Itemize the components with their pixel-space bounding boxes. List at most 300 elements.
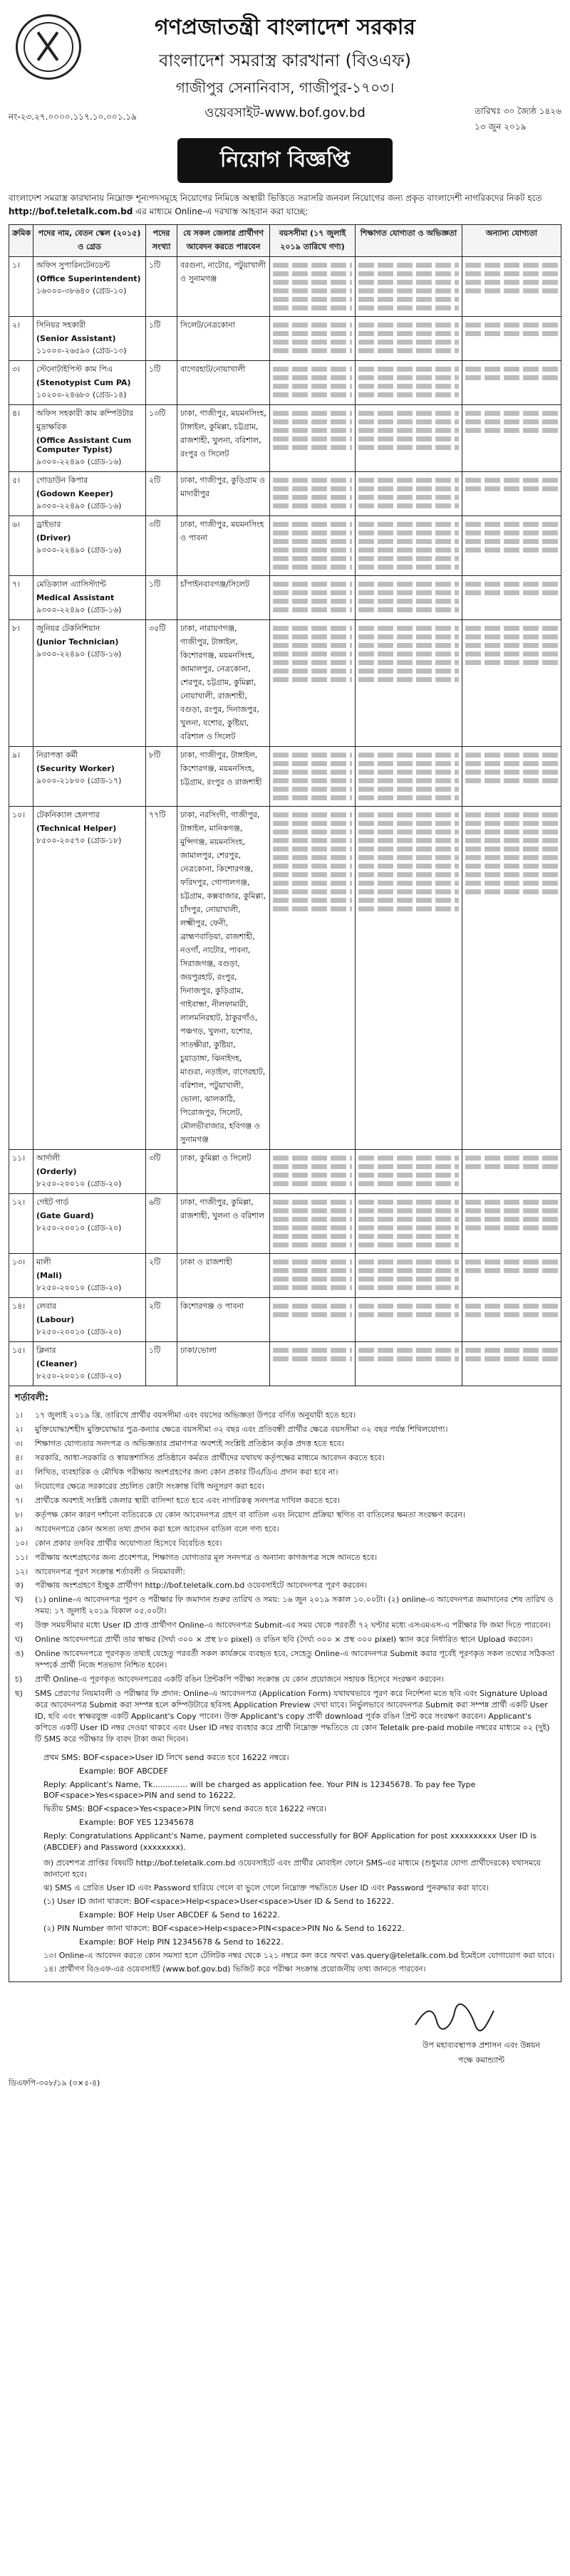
condition-number: ছ) [15,1688,23,1698]
unreadable-text-line [465,864,558,869]
table-row [9,361,561,405]
cell-other [462,257,561,317]
unreadable-text-line [465,1304,558,1309]
cell-post [33,472,146,516]
unreadable-text-line [358,634,459,639]
unreadable-text-line [273,288,352,293]
unreadable-text-line [273,838,352,843]
unreadable-text-line [358,331,459,336]
unreadable-text-line [273,906,352,911]
intro-tail: এর মাধ্যমে Online-এ দরখাস্ত আহবান করা যাচ্ছে: [135,206,309,217]
unreadable-text-line [273,753,352,758]
help-user-id-example: Example: BOF Help User ABCDEF & Send to 16222. [79,1910,281,1920]
condition-text: প্রার্থী Online-এ পূরণকৃত আবেদনপত্রের একটি রঙিন প্রিন্টকপি পরীক্ষা সংক্রান্ত যে কোন প্রয়োজনে সহায়ক হিসেবে সংরক্ষণ করবেন। [35,1675,444,1685]
cell-districts: ঢাকা, গাজীপুর, টাঙ্গাইল, কিশোরগঞ্জ, ময়মনসিংহ, চট্টগ্রাম, রংপুর ও রাজশাহী [177,747,270,807]
unreadable-text-line [273,1356,352,1361]
cell-districts: ঢাকা, গাজীপুর, কুমিল্লা, রাজশাহী, খুলনা ও বরিশাল [177,1194,270,1254]
condition-number: ৯। [15,1524,24,1534]
post-pay-scale: ৮২৫০-২০০১০ (গ্রেড-২০) [36,1327,122,1337]
cell-serial: ১২। [9,1194,33,1254]
condition-number: ১২। [15,1566,28,1576]
cell-education [356,405,462,472]
unreadable-text-line [358,1356,459,1361]
date-english: ১৩ জুন ২০১৯ [475,122,527,132]
condition-item [15,1688,555,1745]
cell-count: ১টি [146,576,177,620]
post-pay-scale: ১১০০০-২৬৫৯০ (গ্রেড-১৩) [36,346,127,356]
post-name-en: Medical Assistant [36,593,115,603]
unreadable-text-line [273,530,352,535]
unreadable-text-line [465,626,558,631]
unreadable-text-line [465,1348,558,1353]
reference-line [9,104,561,135]
unreadable-text-line [465,323,558,328]
unreadable-text-line [273,590,352,595]
unreadable-text-line [465,643,558,648]
condition-item [15,1509,555,1521]
help-pin-example: Example: BOF Help PIN 12345678 & Send to 16222. [79,1937,284,1947]
post-name-bn: আর্দালী [36,1153,61,1163]
table-row [9,1150,561,1194]
unreadable-text-line [273,445,352,450]
cell-districts: চাঁপাইনবাবগঞ্জ/সিলেট [177,576,270,620]
unreadable-text-line [358,753,459,758]
unreadable-text-line [465,590,558,595]
cell-districts: সিলেট/নেত্রকোনা [177,317,270,361]
unreadable-text-line [358,503,459,508]
post-name-en: (Labour) [36,1315,75,1325]
unreadable-text-line [358,428,459,433]
unreadable-text-line [465,280,558,285]
unreadable-text-line [273,1164,352,1169]
unreadable-text-line [358,1312,459,1317]
condition-text: SMS প্রেরণের নিয়মাবলী ও পরীক্ষার ফি প্রদান: Online-এ আবেদনপত্র (Application Form) যথাযথভাবে পূরণ করে নির্দেশনা মতে ছবি এবং Signature Upload করে আবেদনপত্র Submit করা সম্পন্ন হলে কম্পিউটারে ছবিসহ Application Preview দেখা যাবে। নির্ভুলভাবে আবেদনপত্র Submit করা সম্পন্ন প্রার্থী একটি User ID, ছবি এবং স্বাক্ষরযুক্ত একটি Applicant's Copy পাবেন। উক্ত Applicant's copy প্রার্থী download পূর্বক রঙিন প্রিন্ট করে সংরক্ষণ করবেন। Applicant's কপিতে একটি User ID নম্বর দেওয়া থাকবে এবং User ID নম্বর ব্যবহার করে প্রার্থী নিম্নোক্ত পদ্ধতিতে যে কোন Teletalk pre-paid mobile নম্বরের মাধ্যমে ০২ (দুই) টি SMS করে পরীক্ষার ফি বাবদ টাকা জমা দিবেন। [35,1688,550,1744]
cell-education [356,1254,462,1298]
cell-post [33,317,146,361]
unreadable-text-line [465,847,558,852]
cell-education [356,317,462,361]
cell-count: ৭৭টি [146,807,177,1150]
cell-education [356,516,462,576]
intro-text: বাংলাদেশ সমরাস্ত্র কারখানায় নিম্নোক্ত শূন্যপদসমূহে নিয়োগের নিমিত্তে অস্থায়ী ভিত্তিতে সরাসরি জনবল নিয়োগের জন্য প্রকৃত বাংলাদেশী নাগরিকদের নিকট হতে [9,193,542,203]
table-row [9,620,561,747]
condition-item [15,1648,555,1671]
unreadable-text-line [465,367,558,372]
condition-item [15,1538,555,1549]
unreadable-text-line [273,1348,352,1353]
condition-number: ৪। [15,1453,24,1463]
unreadable-text-line [465,1312,558,1317]
condition-number: ৫। [15,1467,24,1477]
unreadable-text-line [358,522,459,527]
cell-age [270,1254,356,1298]
post-pay-scale: ৯৩০০-২২৪৯০ (গ্রেড-১৬) [36,501,122,511]
unreadable-text-line [358,1173,459,1178]
post-pay-scale: ৮৫০০-২০৫৭০ (গ্রেড-১৮) [36,836,122,846]
post-pay-scale: ৯০০০-২১৮০০ (গ্রেড-১৭) [36,776,122,786]
unreadable-text-line [273,419,352,424]
apply-url-link[interactable]: http://bof.teletalk.com.bd [9,206,133,217]
cell-districts: বরগুনা, নাটোর, পটুয়াখালী ও সুনামগঞ্জ [177,257,270,317]
unreadable-text-line [358,539,459,544]
unreadable-text-line [358,419,459,424]
unreadable-text-line [273,1225,352,1230]
cell-age [270,576,356,620]
cell-education [356,576,462,620]
unreadable-text-line [273,340,352,345]
condition-number: গ) [15,1621,24,1630]
cell-age [270,620,356,747]
unreadable-text-line [358,855,459,860]
condition-number: ১১। [15,1552,28,1562]
unreadable-text-line [358,881,459,886]
unreadable-text-line [273,1156,352,1161]
condition-number: ৮। [15,1509,24,1519]
condition-number: ৬। [15,1481,24,1491]
cell-count: ১টি [146,361,177,405]
help-line-0: জ) প্রবেশপত্র প্রাপ্তির বিষয়টি http://bof.teletalk.com.bd ওয়েবসাইটে এবং প্রার্থীর মোবাইল ফোনে SMS-এর মাধ্যমে (শুধুমাত্র যোগ্য প্রার্থীদেরকে) যথাসময়ে জানানো হবে। [43,1858,542,1880]
post-pay-scale: ১০২০০-২৪৬৮০ (গ্রেড-১৪) [36,390,127,400]
unreadable-text-line [465,855,558,860]
cell-other [462,317,561,361]
unreadable-text-line [358,677,459,682]
table-row [9,405,561,472]
unreadable-text-line [358,411,459,416]
cell-post [33,807,146,1150]
col-header-education: শিক্ষাগত যোগ্যতা ও অভিজ্ঞতা [356,225,462,257]
unreadable-text-line [465,486,558,491]
unreadable-text-line [273,495,352,500]
post-name-en: (Driver) [36,533,71,543]
condition-number: ক) [15,1581,24,1591]
unreadable-text-line [465,872,558,877]
cell-age [270,257,356,317]
unreadable-text-line [358,1234,459,1239]
unreadable-text-line [273,881,352,886]
unreadable-text-line [273,872,352,877]
posts-table-header [9,225,561,257]
table-row [9,807,561,1150]
cell-serial: ৩। [9,361,33,405]
cell-age [270,1298,356,1342]
cell-other [462,1342,561,1386]
table-row [9,1298,561,1342]
memo-number: নং-২৩.২৭.০০০০.১১৭.১০.০০১.১৯ [9,112,137,122]
unreadable-text-line [273,829,352,834]
post-pay-scale: ৮২৫০-২০০১০ (গ্রেড-২০) [36,1283,122,1293]
unreadable-text-line [273,607,352,612]
post-name-en: (Cleaner) [36,1359,78,1369]
cell-other [462,472,561,516]
post-name-bn: গোডাউন কিপার [36,476,88,486]
unreadable-text-line [358,392,459,397]
cell-districts: ঢাকা ও রাজশাহী [177,1254,270,1298]
memo-dates [475,104,561,137]
condition-text: আবেদনপত্রে কোন অসত্য তথ্য প্রদান করা হলে আবেদন বাতিল বলে গণ্য হবে। [35,1524,279,1534]
unreadable-text-line [273,1181,352,1186]
unreadable-text-line [273,778,352,783]
document-footer [9,1989,561,2096]
cell-count: ৮টি [146,747,177,807]
unreadable-text-line [358,864,459,869]
condition-item [15,1424,555,1435]
unreadable-text-line [273,323,352,328]
sms-instructions [43,1752,555,1854]
unreadable-text-line [358,1217,459,1222]
unreadable-text-line [358,582,459,587]
cell-education [356,1194,462,1254]
unreadable-text-line [273,271,352,276]
cell-districts: বাগেরহাট/নোয়াখালী [177,361,270,405]
unreadable-text-line [465,753,558,758]
unreadable-text-line [358,847,459,852]
cell-other [462,1298,561,1342]
condition-number: ১। [15,1410,24,1420]
unreadable-text-line [358,660,459,665]
condition-number: ঘ) [15,1635,24,1645]
cell-education [356,1342,462,1386]
unreadable-text-line [358,1348,459,1353]
unreadable-text-line [358,565,459,570]
unreadable-text-line [273,331,352,336]
col-header-post: পদের নাম, বেতন স্কেল (২০১৫) ও গ্রেড [33,225,146,257]
post-name-en: (Orderly) [36,1167,77,1177]
post-name-bn: সিনিয়র সহকারী [36,320,86,330]
unreadable-text-line [465,271,558,276]
unreadable-text-line [358,599,459,604]
cell-post [33,1194,146,1254]
unreadable-text-line [273,660,352,665]
unreadable-text-line [273,787,352,792]
unreadable-text-line [273,1285,352,1290]
unreadable-text-line [273,669,352,674]
cell-districts: ঢাকা, নরসিংদী, গাজীপুর, টাঙ্গাইল, মানিকগঞ্জ, মুন্সিগঞ্জ, ময়মনসিংহ, জামালপুর, শেরপুর, নেত্রকোনা, কিশোরগঞ্জ, ফরিদপুর, গোপালগঞ্জ, চট্টগ্রাম, কক্সবাজার, কুমিল্লা, চাঁদপুর, নোয়াখালী, লক্ষ্মীপুর, ফেনী, ব্রাহ্মণবাড়িয়া, রাজশাহী, নওগাঁ, নাটোর, পাবনা, সিরাজগঞ্জ, বগুড়া, জয়পুরহাট, রংপুর, দিনাজপুর, কুড়িগ্রাম, গাইবান্ধা, নীলফামারী, লালমনিরহাট, ঠাকুরগাঁও, পঞ্চগড়, খুলনা, যশোর, সাতক্ষীরা, কুষ্টিয়া, চুয়াডাঙ্গা, ঝিনাইদহ, মাগুরা, নড়াইল, বাগেরহাট, বরিশাল, পটুয়াখালী, ভোলা, ঝালকাঠি, পিরোজপুর, সিলেট, মৌলভীবাজার, হবিগঞ্জ ও সুনামগঞ্জ [177,807,270,1150]
unreadable-text-line [358,478,459,483]
unreadable-text-line [273,1242,352,1247]
unreadable-text-line [465,761,558,766]
unreadable-text-line [273,651,352,656]
unreadable-text-line [465,582,558,587]
cell-other [462,361,561,405]
unreadable-text-line [465,838,558,843]
unreadable-text-line [358,761,459,766]
unreadable-text-line [358,530,459,535]
cell-count: ৬টি [146,1194,177,1254]
cell-serial: ১। [9,257,33,317]
unreadable-text-line [465,1217,558,1222]
post-name-bn: গেইট গার্ড [36,1198,69,1208]
help-line-1: ঝ) SMS এ প্রেরিত User ID এবং Password হারিয়ে গেলে বা ভুলে গেলে নিম্নোক্ত পদ্ধতিতে User ID এবং Password পুনরুদ্ধার করা যাবে। [43,1883,489,1893]
unreadable-text-line [358,812,459,817]
condition-item [15,1410,555,1421]
unreadable-text-line [358,872,459,877]
condition-number: খ) [15,1595,24,1605]
cell-other [462,1150,561,1194]
unreadable-text-line [273,411,352,416]
cell-count: ৩টি [146,1150,177,1194]
unreadable-text-line [358,1277,459,1282]
condition-number: ২। [15,1425,24,1435]
unreadable-text-line [465,829,558,834]
unreadable-text-line [465,263,558,268]
condition-text: আবেদনপত্র পূরণ সংক্রান্ত শর্তাবলী ও নিয়মাবলী: [35,1566,186,1576]
cell-districts: ঢাকা, গাজীপুর, ময়মনসিংহ ও পাবনা [177,516,270,576]
unreadable-text-line [358,1225,459,1230]
sms-reply-2: Reply: Congratulations Applicant's Name, payment completed successfully for BOF Application for post xxxxxxxxxx User ID is (ABCDEF) and Password (xxxxxxxx). [43,1831,537,1853]
organization-address: গাজীপুর সেনানিবাস, গাজীপুর-১৭০৩। [175,79,395,96]
unreadable-text-line [273,297,352,302]
condition-text: পরীক্ষায় অংশগ্রহণে ইচ্ছুক প্রার্থীগণ http://bof.teletalk.com.bd ওয়েবসাইটে আবেদনপত্র পূরণ করবেন। [35,1581,368,1591]
cell-count: ২টি [146,1254,177,1298]
recruitment-banner: নিয়োগ বিজ্ঞপ্তি [177,138,393,183]
cell-other [462,576,561,620]
signature-mark [412,2004,497,2032]
cell-age [270,317,356,361]
unreadable-text-line [358,1268,459,1273]
unreadable-text-line [465,548,558,553]
table-row [9,516,561,576]
unreadable-text-line [358,770,459,775]
table-row [9,747,561,807]
unreadable-text-line [358,838,459,843]
post-name-bn: মেডিক্যাল এ্যাসিস্ট্যান্ট [36,580,106,590]
unreadable-text-line [273,556,352,561]
unreadable-text-line [273,539,352,544]
unreadable-text-line [465,770,558,775]
unreadable-text-line [358,263,459,268]
unreadable-text-line [465,881,558,886]
unreadable-text-line [273,1217,352,1222]
cell-post [33,361,146,405]
col-header-age: বয়সসীমা (১৭ জুলাই ২০১৯ তারিখে গণ্য) [270,225,356,257]
condition-item [15,1620,555,1631]
unreadable-text-line [358,288,459,293]
unreadable-text-line [358,486,459,491]
unreadable-text-line [273,348,352,353]
unreadable-text-line [358,305,459,310]
unreadable-text-line [273,428,352,433]
unreadable-text-line [465,812,558,817]
unreadable-text-line [273,795,352,800]
unreadable-text-line [273,436,352,441]
unreadable-text-line [358,590,459,595]
sms-second: দ্বিতীয় SMS: BOF<space>Yes<space>PIN লিখে send করতে হবে 16222 নম্বরে। [43,1804,326,1814]
unreadable-text-line [358,445,459,450]
cell-districts: ঢাকা, গাজীপুর, কুড়িগ্রাম ও মাদারীপুর [177,472,270,516]
help-pin: (২) PIN Number জানা থাকলে: BOF<space>Help<space>PIN<space>PIN No & Send to 16222. [43,1923,405,1933]
post-name-en: (Office Superintendent) [36,274,141,284]
condition-item [15,1438,555,1450]
cell-count: ১৩টি [146,405,177,472]
unreadable-text-line [273,263,352,268]
unreadable-text-line [358,323,459,328]
unreadable-text-line [273,548,352,553]
condition-number: ৩। [15,1439,24,1449]
condition-item [15,1552,555,1564]
unreadable-text-line [465,821,558,826]
signatory-designation: উপ মহাব্যবস্থাপক প্রশাসন এবং উন্নয়ন [422,2040,540,2050]
help-user-id: (১) User ID জানা থাকলে: BOF<space>Help<space>User<space>User ID & Send to 16222. [43,1896,394,1906]
cell-post [33,1298,146,1342]
cell-other [462,620,561,747]
organization-name: বাংলাদেশ সমরাস্ত্র কারখানা (বিওএফ) [158,51,412,70]
unreadable-text-line [465,889,558,894]
post-name-bn: মালী [36,1257,51,1267]
unreadable-text-line [358,821,459,826]
unreadable-text-line [273,599,352,604]
unreadable-text-line [273,770,352,775]
unreadable-text-line [358,795,459,800]
unreadable-text-line [465,478,558,483]
post-name-en: (Mali) [36,1271,62,1281]
cell-other [462,405,561,472]
unreadable-text-line [273,626,352,631]
unreadable-text-line [465,411,558,416]
sms-second-example: Example: BOF YES 12345678 [79,1818,194,1828]
cell-post [33,1254,146,1298]
post-pay-scale: ১৬০০০-৩৮৬৪০ (গ্রেড-১০) [36,286,127,296]
table-row [9,1342,561,1386]
post-name-en: (Technical Helper) [36,824,117,834]
condition-item [15,1452,555,1464]
sms-first: প্রথম SMS: BOF<space>User ID লিখে send করতে হবে 16222 নম্বরে। [43,1752,289,1762]
post-pay-scale: ৯৩০০-২২৪৯০ (গ্রেড-১৬) [36,545,122,555]
cell-post [33,257,146,317]
cell-districts: ঢাকা/ভোলা [177,1342,270,1386]
cell-serial: ১৪। [9,1298,33,1342]
post-pay-scale: ৮২৫০-২০০১০ (গ্রেড-২০) [36,1371,122,1381]
unreadable-text-line [358,436,459,441]
cell-serial: ৭। [9,576,33,620]
condition-text: কোন প্রকার তদবির প্রার্থীর অযোগ্যতা হিসেবে বিবেচিত হবে। [35,1538,222,1548]
post-name-en: (Godown Keeper) [36,489,113,499]
condition-item [15,1674,555,1685]
cell-serial: ১৫। [9,1342,33,1386]
post-pay-scale: ৯৩০০-২২৪৯০ (গ্রেড-১৬) [36,605,122,615]
unreadable-text-line [273,478,352,483]
unreadable-text-line [358,607,459,612]
unreadable-text-line [358,643,459,648]
unreadable-text-line [358,829,459,834]
unreadable-text-line [358,626,459,631]
post-name-bn: ড্রাইভার [36,520,61,530]
unreadable-text-line [465,778,558,783]
help-line-3: ১৪। প্রার্থীগণ বিওএফ-এর ওয়েবসাইট (www.bof.gov.bd) ভিজিট করে পরীক্ষা সংক্রান্ত প্রয়োজনীয় তথ্য জানতে পারবেন। [43,1964,426,1974]
unreadable-text-line [358,1200,459,1205]
condition-text: ১৭ জুলাই ২০১৯ খ্রি. তারিখে প্রার্থীর বয়সসীমা এবং বয়সের অভিজ্ঞতা উপরে বর্ণিত অনুযায়ী হতে হবে। [35,1410,356,1420]
cell-education [356,257,462,317]
cell-count: ১টি [146,317,177,361]
condition-text: (১) online-এ আবেদনপত্র পূরণ ও পরীক্ষার ফি জমাদান শুরুর তারিখ ও সময়: ১৬ জুন ২০১৯ সকাল ১০.০০টা। (২) online-এ আবেদনপত্র জমাদানের শেষ তারিখ ও সময়: ১৭ জুলাই ২০১৯ বিকাল ০৫.০০টা। [35,1595,554,1616]
post-name-en: (Office Assistant Cum Computer Typist) [36,436,132,455]
unreadable-text-line [465,651,558,656]
cell-count: ৩৫টি [146,620,177,747]
banner-wrap [9,138,561,183]
condition-text: প্রার্থীকে অবশ্যই সংশ্লিষ্ট জেলার স্থায়ী বাসিন্দা হতে হবে এবং নাগরিকত্ব সনদপত্র দাখিল করতে হবে। [35,1495,340,1505]
cell-serial: ৮। [9,620,33,747]
dfp-code: ডিএফপি-৩০৮/১৯ (৩×৫-৪) [9,2078,100,2088]
posts-table [9,224,561,1386]
unreadable-text-line [273,1200,352,1205]
condition-text: Online আবেদনপত্রে প্রার্থী তার স্বাক্ষর (দৈর্ঘ্য ৩০০ × প্রস্থ ৮০ pixel) ও রঙিন ছবি (দৈর্ঘ্য ৩০০ × প্রস্থ ৩০০ pixel) স্ক্যান করে নির্ধারিত স্থানে Upload করবেন। [35,1635,533,1645]
unreadable-text-line [273,1208,352,1213]
unreadable-text-line [358,384,459,389]
cell-serial: ২। [9,317,33,361]
post-pay-scale: ৮২৫০-২০০১০ (গ্রেড-২০) [36,1179,122,1189]
condition-item [15,1467,555,1478]
cell-serial: ৪। [9,405,33,472]
cell-districts: ঢাকা, কুমিল্লা ও সিলেট [177,1150,270,1194]
